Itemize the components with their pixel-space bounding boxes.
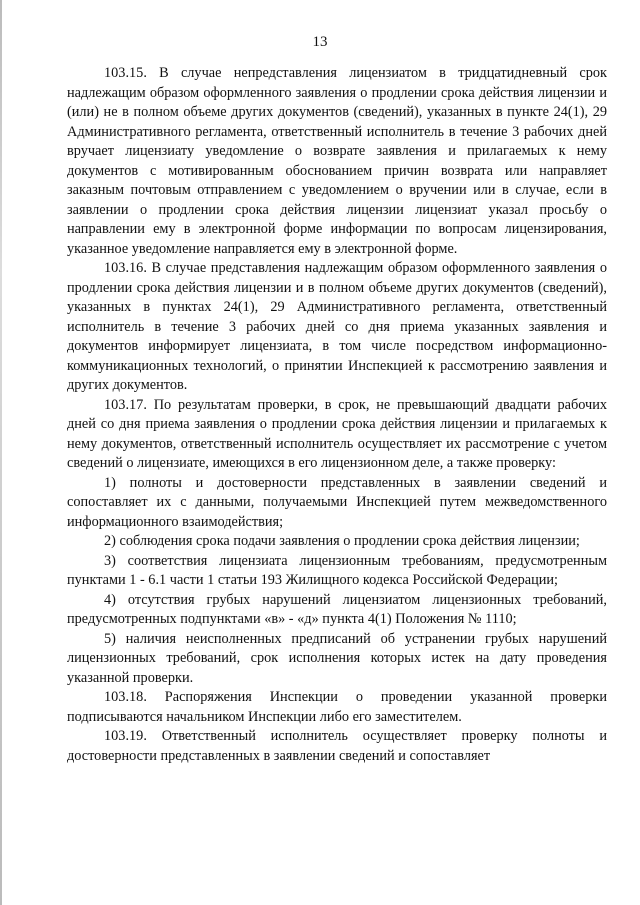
list-item-2: 2) соблюдения срока подачи заявления о продлении срока действия лицензии; bbox=[104, 533, 580, 549]
list-item-1: 1) полноты и достоверности представленных в заявлении сведений и сопоставляет их с данными, получаемыми Инспекцией путем межведомственного информационного взаимодействия; bbox=[67, 474, 607, 530]
document-body bbox=[67, 64, 607, 766]
list-item-5: 5) наличия неисполненных предписаний об устранении грубых нарушений лицензионных требований, срок исполнения которых истек на дату проведения указанной проверки. bbox=[67, 630, 607, 686]
paragraph-103-16: 103.16. В случае представления надлежащим образом оформленного заявления о продлении срока действия лицензии и в полном объеме других документов (сведений), указанных в пунктах 24(1), 29 Административного регламента, ответственный исполнитель в течение 3 рабочих дней со дня приема указанных заявления и документов информирует лицензиата, в том числе посредством информационно-коммуникационных технологий, о принятии Инспекцией к рассмотрению заявления и других документов. bbox=[67, 260, 607, 393]
paragraph-103-15: 103.15. В случае непредставления лицензиатом в тридцатидневный срок надлежащим образом оформленного заявления о продлении срока действия лицензии и (или) не в полном объеме других документов (сведений), указанных в пункте 24(1), 29 Административного регламента, ответственный исполнитель в течение 3 рабочих дней вручает лицензиату уведомление о возврате заявления и прилагаемых к нему документов с мотивированным обоснованием причин возврата или направляет заказным почтовым отправлением с уведомлением о вручении или в случае, если в заявлении о продлении срока действия лицензии лицензиат указал просьбу о направлении ему в электронной форме информации по вопросам лицензирования, указанное уведомление направляется ему в электронной форме. bbox=[67, 65, 607, 257]
paragraph-103-19: 103.19. Ответственный исполнитель осуществляет проверку полноты и достоверности представленных в заявлении сведений и сопоставляет bbox=[67, 728, 607, 764]
paragraph-103-17: 103.17. По результатам проверки, в срок, не превышающий двадцати рабочих дней со дня приема заявления о продлении срока действия лицензии и прилагаемых к нему документов, ответственный исполнитель осуществляет их рассмотрение с учетом сведений о лицензиате, имеющихся в его лицензионном деле, а также проверку: bbox=[67, 396, 607, 471]
page-number: 13 bbox=[312, 34, 328, 50]
paragraph-103-18: 103.18. Распоряжения Инспекции о проведении указанной проверки подписываются начальником Инспекции либо его заместителем. bbox=[67, 689, 607, 725]
list-item-3: 3) соответствия лицензиата лицензионным требованиям, предусмотренным пунктами 1 - 6.1 части 1 статьи 193 Жилищного кодекса Российской Федерации; bbox=[67, 552, 607, 588]
list-item-4: 4) отсутствия грубых нарушений лицензиатом лицензионных требований, предусмотренных подпунктами «в» - «д» пункта 4(1) Положения № 1110; bbox=[67, 591, 607, 627]
scan-edge bbox=[0, 0, 2, 905]
